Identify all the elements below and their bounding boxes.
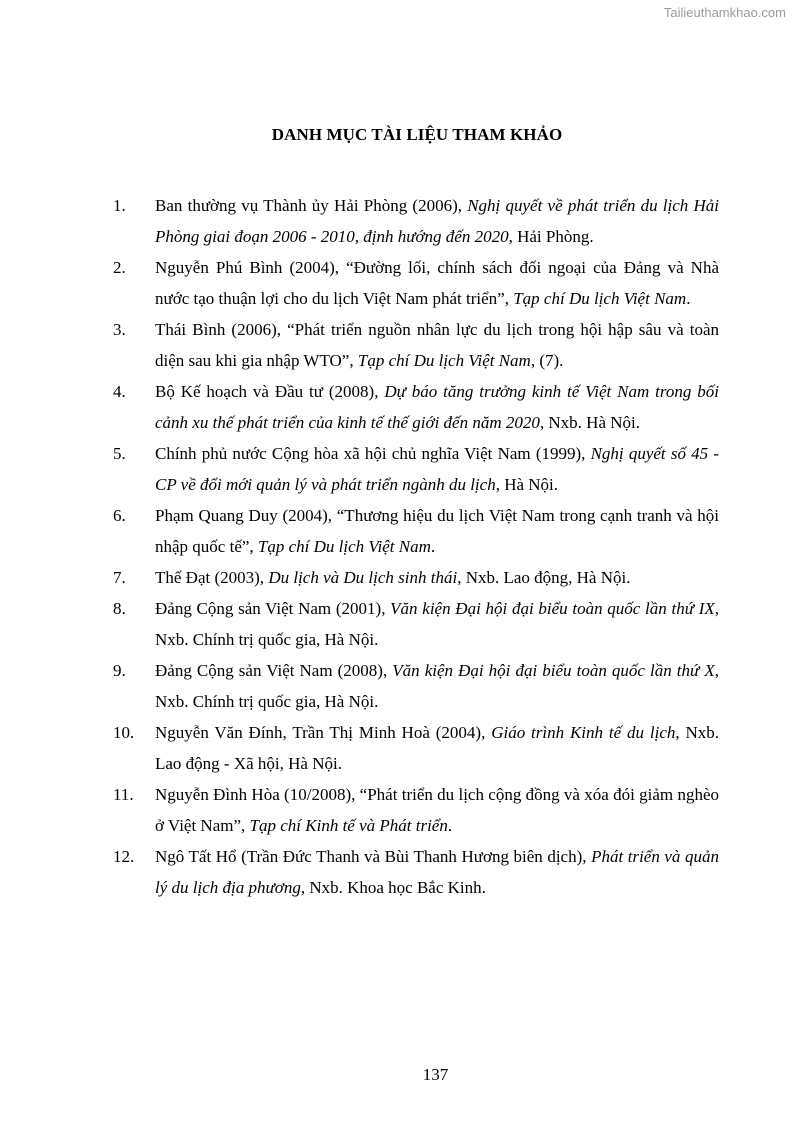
reference-text: Nguyễn Đình Hòa (10/2008), “Phát triển du lịch cộng đồng và xóa đói giảm nghèo ở Việt Nam”, Tạp chí Kinh tế và Phát triển. bbox=[155, 785, 719, 835]
reference-number: 6. bbox=[113, 506, 126, 525]
reference-number: 3. bbox=[113, 320, 126, 339]
reference-number: 4. bbox=[113, 382, 126, 401]
reference-item bbox=[113, 190, 719, 252]
page-number: 137 bbox=[422, 1065, 449, 1084]
reference-number: 5. bbox=[113, 444, 126, 463]
reference-number: 7. bbox=[113, 568, 126, 587]
reference-item bbox=[113, 314, 719, 376]
reference-number: 8. bbox=[113, 599, 126, 618]
reference-item bbox=[113, 562, 719, 593]
reference-text: Bộ Kế hoạch và Đầu tư (2008), Dự báo tăng trưởng kinh tế Việt Nam trong bối cảnh xu thế phát triển của kinh tế thế giới đến năm 2020, Nxb. Hà Nội. bbox=[155, 382, 719, 432]
reference-item bbox=[113, 500, 719, 562]
reference-text: Thái Bình (2006), “Phát triển nguồn nhân lực du lịch trong hội hập sâu và toàn diện sau khi gia nhập WTO”, Tạp chí Du lịch Việt Nam, (7). bbox=[155, 320, 719, 370]
reference-number: 12. bbox=[113, 847, 135, 866]
reference-number: 10. bbox=[113, 723, 135, 742]
watermark-text: Tailieuthamkhao.com bbox=[663, 5, 786, 20]
reference-item bbox=[113, 438, 719, 500]
reference-item bbox=[113, 593, 719, 655]
reference-text: Đảng Cộng sản Việt Nam (2001), Văn kiện Đại hội đại biểu toàn quốc lần thứ IX, Nxb. Chính trị quốc gia, Hà Nội. bbox=[155, 599, 719, 649]
reference-text: Nguyễn Phú Bình (2004), “Đường lối, chính sách đối ngoại của Đảng và Nhà nước tạo thuận lợi cho du lịch Việt Nam phát triển”, Tạp chí Du lịch Việt Nam. bbox=[155, 258, 719, 308]
reference-item bbox=[113, 376, 719, 438]
reference-text: Thế Đạt (2003), Du lịch và Du lịch sinh thái, Nxb. Lao động, Hà Nội. bbox=[155, 568, 631, 587]
reference-number: 11. bbox=[113, 785, 134, 804]
reference-item bbox=[113, 252, 719, 314]
reference-text: Phạm Quang Duy (2004), “Thương hiệu du lịch Việt Nam trong cạnh tranh và hội nhập quốc tế”, Tạp chí Du lịch Việt Nam. bbox=[155, 506, 719, 556]
reference-text: Chính phủ nước Cộng hòa xã hội chủ nghĩa Việt Nam (1999), Nghị quyết số 45 - CP về đổi mới quản lý và phát triển ngành du lịch, Hà Nội. bbox=[155, 444, 719, 494]
reference-item bbox=[113, 779, 719, 841]
reference-item bbox=[113, 841, 719, 903]
reference-number: 1. bbox=[113, 196, 126, 215]
reference-text: Ban thường vụ Thành ủy Hải Phòng (2006), Nghị quyết về phát triển du lịch Hải Phòng giai đoạn 2006 - 2010, định hướng đến 2020, Hải Phòng. bbox=[155, 196, 719, 246]
reference-item bbox=[113, 655, 719, 717]
reference-number: 9. bbox=[113, 661, 126, 680]
reference-text: Đảng Cộng sản Việt Nam (2008), Văn kiện Đại hội đại biểu toàn quốc lần thứ X, Nxb. Chính trị quốc gia, Hà Nội. bbox=[155, 661, 719, 711]
reference-list bbox=[113, 190, 719, 903]
page-title: DANH MỤC TÀI LIỆU THAM KHẢO bbox=[271, 125, 563, 144]
reference-text: Nguyễn Văn Đính, Trần Thị Minh Hoà (2004), Giáo trình Kinh tế du lịch, Nxb. Lao động - Xã hội, Hà Nội. bbox=[155, 723, 720, 773]
reference-number: 2. bbox=[113, 258, 126, 277]
reference-text: Ngô Tất Hổ (Trần Đức Thanh và Bùi Thanh Hương biên dịch), Phát triển và quản lý du lịch địa phương, Nxb. Khoa học Bắc Kinh. bbox=[155, 847, 719, 897]
reference-item bbox=[113, 717, 719, 779]
